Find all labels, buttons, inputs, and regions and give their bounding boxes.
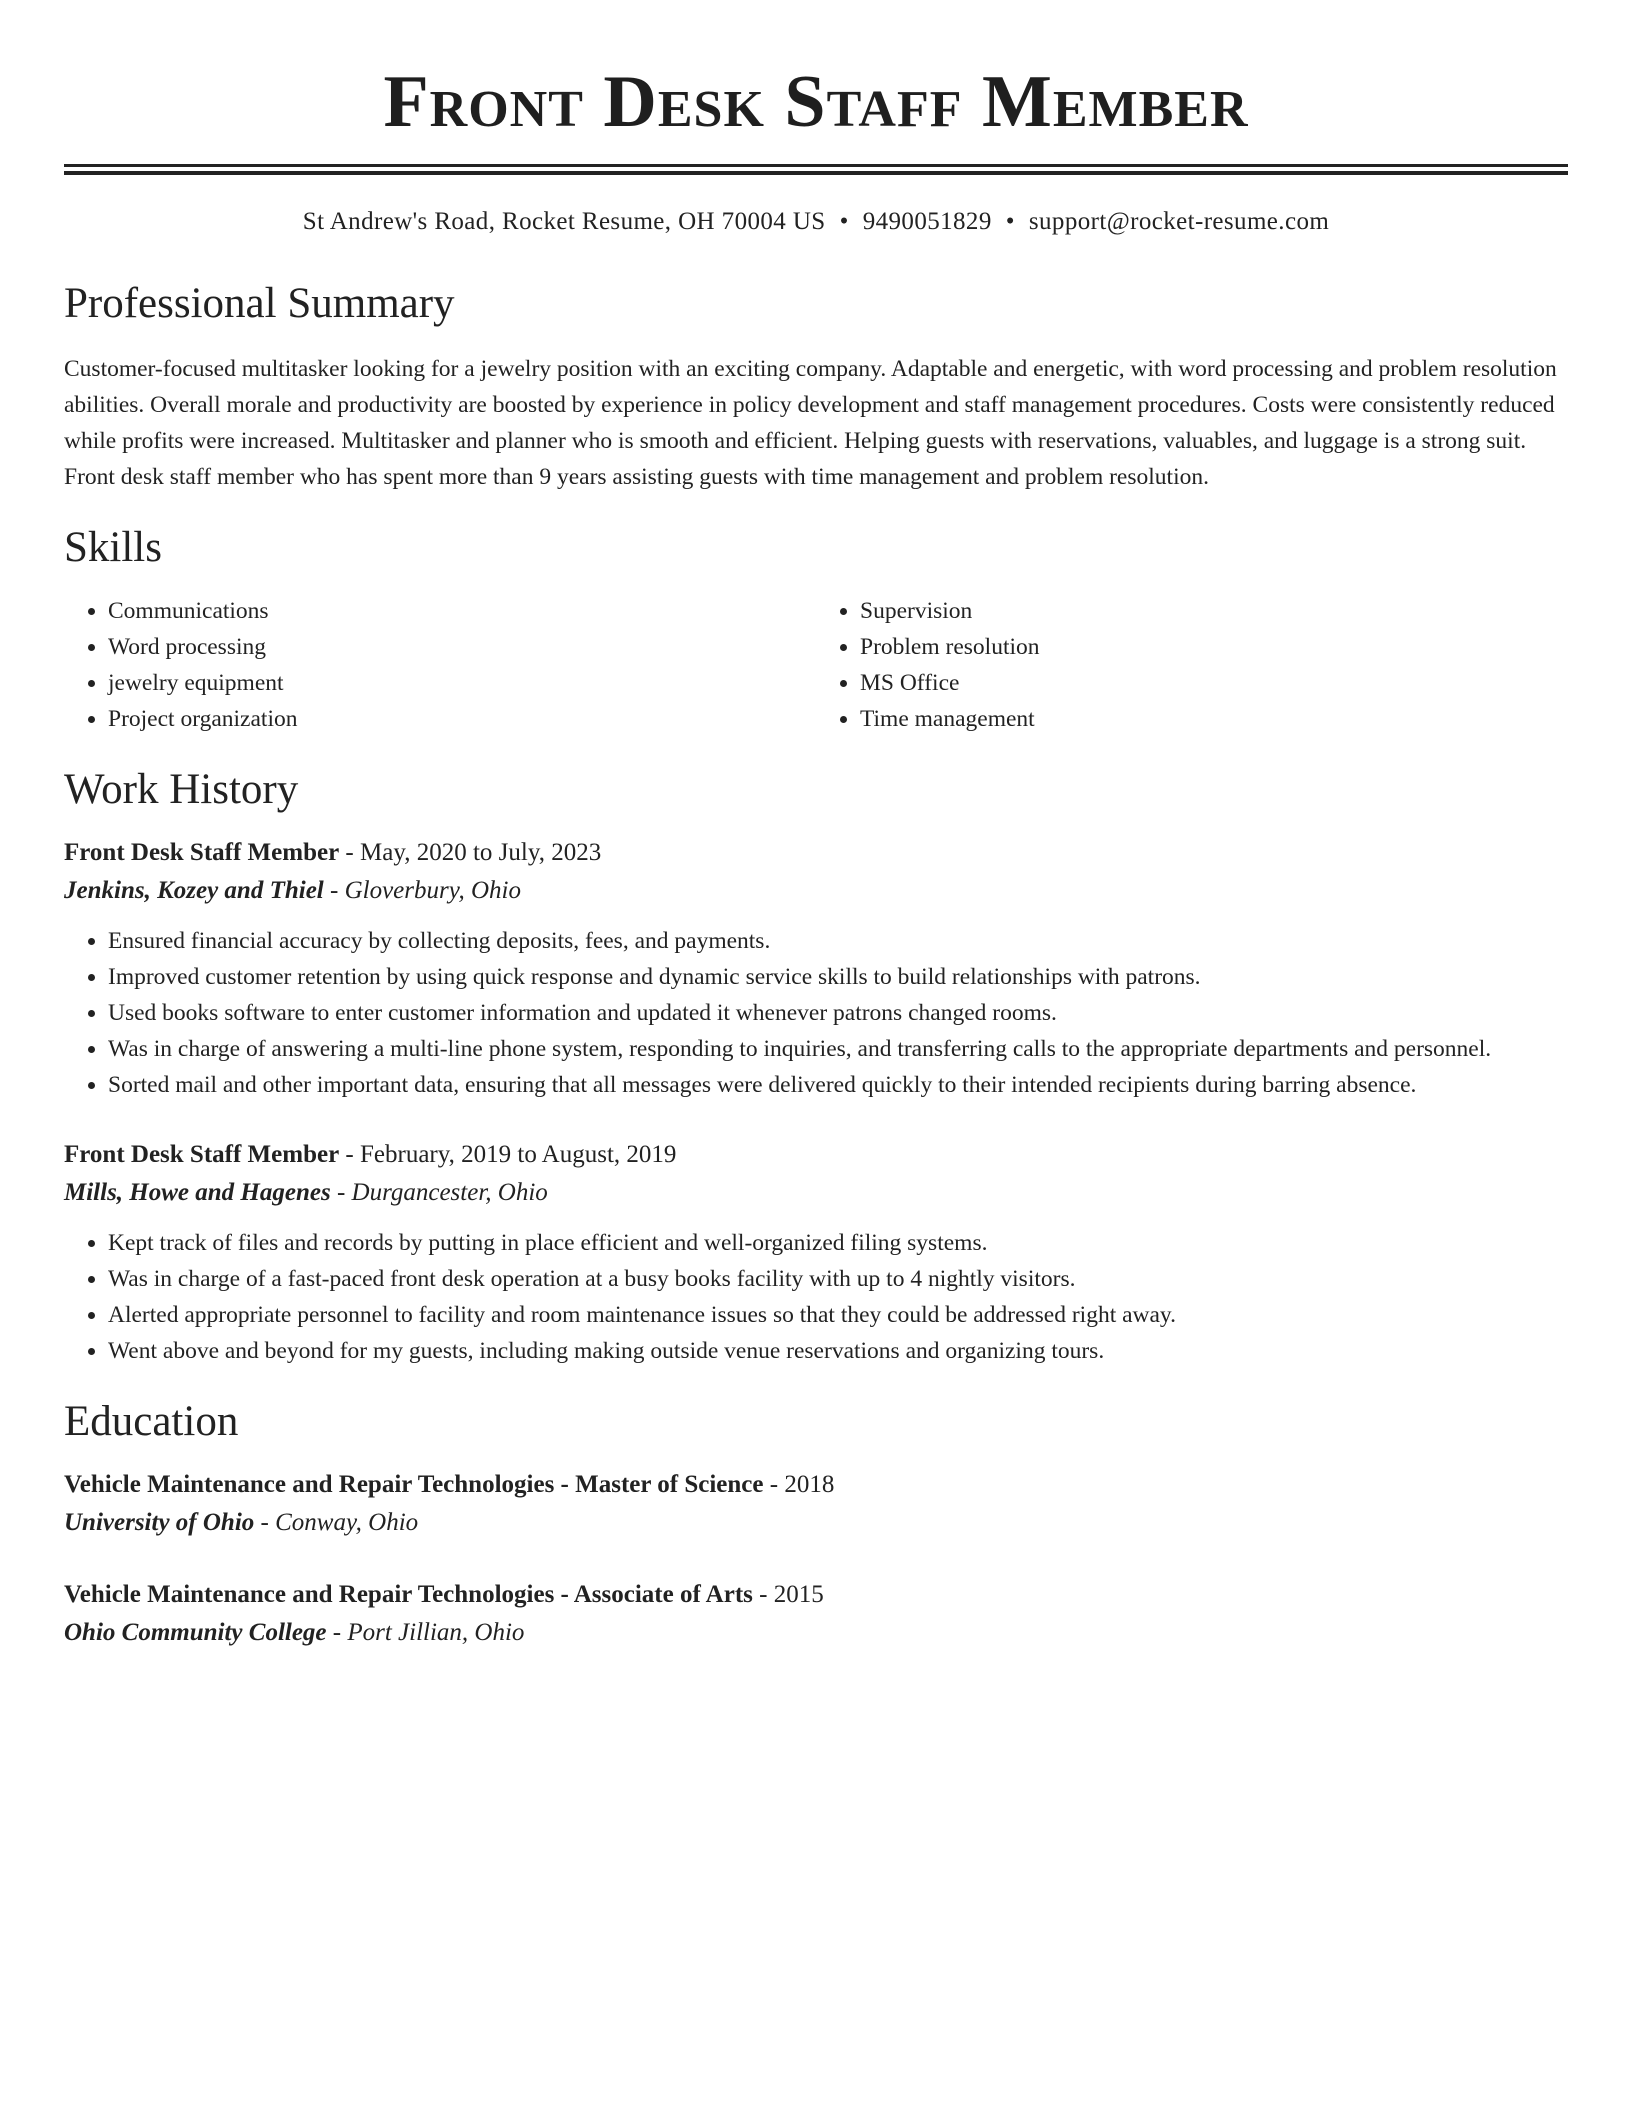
education-year: - 2018 [769, 1471, 835, 1498]
education-degree: Vehicle Maintenance and Repair Technologies - Master of Science [64, 1471, 764, 1498]
job-bullet: • Kept track of files and records by putting in place efficient and well-organized filing systems. [108, 1225, 1568, 1261]
job-role-line [64, 1137, 1568, 1173]
job-bullet: • Was in charge of a fast-paced front desk operation at a busy books facility with up to 4 nightly visitors. [108, 1261, 1568, 1297]
education-school: University of Ohio [64, 1509, 255, 1536]
job-bullets [64, 923, 1568, 1103]
job-role: Front Desk Staff Member [64, 839, 340, 866]
job-location: - Durgancester, Ohio [336, 1179, 548, 1206]
header-double-rule [64, 164, 1568, 175]
job-dates: - May, 2020 to July, 2023 [345, 839, 602, 866]
contact-separator: • [1005, 208, 1015, 235]
skill-item: • MS Office [860, 665, 1568, 701]
job-entry [64, 835, 1568, 1103]
education-year: - 2015 [759, 1581, 824, 1608]
education-school-line [64, 1613, 1568, 1653]
job-bullet: • Improved customer retention by using quick response and dynamic service skills to build relationships with patrons. [108, 959, 1568, 995]
education-entry [64, 1467, 1568, 1543]
education-degree: Vehicle Maintenance and Repair Technologies - Associate of Arts [64, 1581, 753, 1608]
skill-item: • jewelry equipment [108, 665, 816, 701]
job-role-line [64, 835, 1568, 871]
skill-item: • Supervision [860, 593, 1568, 629]
contact-address: St Andrew's Road, Rocket Resume, OH 70004 US [302, 208, 826, 235]
skills-grid [64, 593, 1568, 737]
skills-column-left [64, 593, 816, 737]
job-entry [64, 1137, 1568, 1369]
job-company: Mills, Howe and Hagenes [64, 1179, 331, 1206]
education-degree-line [64, 1467, 1568, 1503]
skills-column-right [816, 593, 1568, 737]
job-company-line [64, 871, 1568, 911]
job-role: Front Desk Staff Member [64, 1141, 340, 1168]
job-bullets [64, 1225, 1568, 1369]
job-company: Jenkins, Kozey and Thiel [64, 877, 324, 904]
section-title-summary: Professional Summary [64, 280, 455, 327]
contact-line [64, 205, 1568, 239]
skill-item: • Problem resolution [860, 629, 1568, 665]
candidate-name: Front Desk Staff Member [383, 61, 1249, 143]
job-bullet: • Alerted appropriate personnel to facility and room maintenance issues so that they could be addressed right away. [108, 1297, 1568, 1333]
job-bullet: • Was in charge of answering a multi-line phone system, responding to inquiries, and transferring calls to the appropriate departments and personnel. [108, 1031, 1568, 1067]
contact-email: support@rocket-resume.com [1028, 208, 1330, 235]
education-school: Ohio Community College [64, 1619, 327, 1646]
education-school-line [64, 1503, 1568, 1543]
summary-text: Customer-focused multitasker looking for a jewelry position with an exciting company. Adaptable and energetic, with word processing and problem resolution abilities. Overall morale and productivity are boosted by experience in policy development and staff management procedures. Costs were consistently reduced while profits were increased. Multitasker and planner who is smooth and efficient. Helping guests with reservations, valuables, and luggage is a strong suit. Front desk staff member who has spent more than 9 years assisting guests with time management and problem resolution. [64, 356, 1557, 490]
education-location: - Conway, Ohio [260, 1509, 419, 1536]
education-degree-line [64, 1577, 1568, 1613]
section-title-work-history: Work History [64, 766, 299, 813]
job-dates: - February, 2019 to August, 2019 [345, 1141, 677, 1168]
job-company-line [64, 1173, 1568, 1213]
job-bullet: • Ensured financial accuracy by collecting deposits, fees, and payments. [108, 923, 1568, 959]
job-bullet: • Went above and beyond for my guests, including making outside venue reservations and organizing tours. [108, 1333, 1568, 1369]
job-bullet: • Used books software to enter customer information and updated it whenever patrons changed rooms. [108, 995, 1568, 1031]
skill-item: • Project organization [108, 701, 816, 737]
job-location: - Gloverbury, Ohio [330, 877, 521, 904]
contact-separator: • [839, 208, 849, 235]
section-title-skills: Skills [64, 524, 162, 571]
contact-phone: 9490051829 [862, 208, 992, 235]
skill-item: • Communications [108, 593, 816, 629]
education-entry [64, 1577, 1568, 1653]
skill-item: • Word processing [108, 629, 816, 665]
education-location: - Port Jillian, Ohio [332, 1619, 525, 1646]
skill-item: • Time management [860, 701, 1568, 737]
job-bullet: • Sorted mail and other important data, ensuring that all messages were delivered quickly to their intended recipients during barring absence. [108, 1067, 1568, 1103]
section-title-education: Education [64, 1398, 239, 1445]
